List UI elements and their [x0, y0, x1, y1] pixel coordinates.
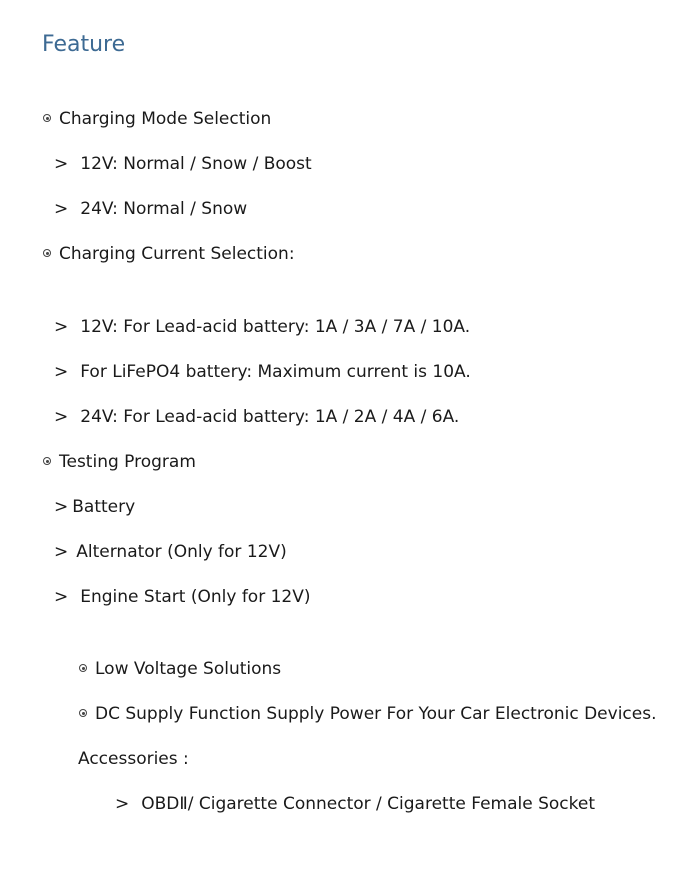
feature-item-charging-mode [43, 107, 271, 131]
feature-item-low-voltage [79, 657, 281, 681]
arrow-marker: > [54, 497, 69, 517]
sub-item-24v-current [54, 405, 459, 429]
sub-item-accessories-list [115, 792, 595, 816]
feature-item-dc-supply [79, 702, 657, 726]
feature-item-charging-current [43, 242, 295, 266]
arrow-marker: > [54, 317, 69, 337]
arrow-marker: > [54, 542, 69, 562]
sub-item-label: Engine Start (Only for 12V) [80, 587, 311, 607]
arrow-marker: > [115, 794, 130, 814]
feature-item-testing-program [43, 450, 196, 474]
sub-item-label: 12V: For Lead-acid battery: 1A / 3A / 7A / 10A. [80, 317, 471, 337]
accessories-heading [78, 747, 189, 771]
accessories-label: Accessories : [78, 749, 189, 769]
arrow-marker: > [54, 407, 69, 427]
sub-item-alternator [54, 540, 287, 564]
double-circle-bullet-icon [43, 457, 51, 465]
sub-item-label: 12V: Normal / Snow / Boost [80, 154, 312, 174]
sub-item-label: Battery [72, 497, 136, 517]
sub-item-label: 24V: Normal / Snow [80, 199, 248, 219]
sub-item-24v-mode [54, 197, 247, 221]
arrow-marker: > [54, 587, 69, 607]
feature-item-label: Low Voltage Solutions [95, 659, 282, 679]
double-circle-bullet-icon [79, 664, 87, 672]
sub-item-12v-mode [54, 152, 312, 176]
sub-item-label: Alternator (Only for 12V) [76, 542, 287, 562]
double-circle-bullet-icon [79, 709, 87, 717]
feature-item-label: Charging Mode Selection [59, 109, 272, 129]
feature-item-label: Charging Current Selection: [59, 244, 295, 264]
double-circle-bullet-icon [43, 249, 51, 257]
arrow-marker: > [54, 362, 69, 382]
sub-item-label: 24V: For Lead-acid battery: 1A / 2A / 4A / 6A. [80, 407, 460, 427]
sub-item-label: OBDⅡ/ Cigarette Connector / Cigarette Female Socket [141, 794, 596, 814]
page-title: Feature [42, 32, 126, 57]
sub-item-label: For LiFePO4 battery: Maximum current is 10A. [80, 362, 471, 382]
double-circle-bullet-icon [43, 114, 51, 122]
arrow-marker: > [54, 154, 69, 174]
arrow-marker: > [54, 199, 69, 219]
feature-item-label: Testing Program [59, 452, 196, 472]
sub-item-12v-current [54, 315, 470, 339]
feature-item-label: DC Supply Function Supply Power For Your Car Electronic Devices. [95, 704, 657, 724]
sub-item-lifepo4-current [54, 360, 471, 384]
sub-item-engine-start [54, 585, 311, 609]
sub-item-battery [54, 495, 135, 519]
